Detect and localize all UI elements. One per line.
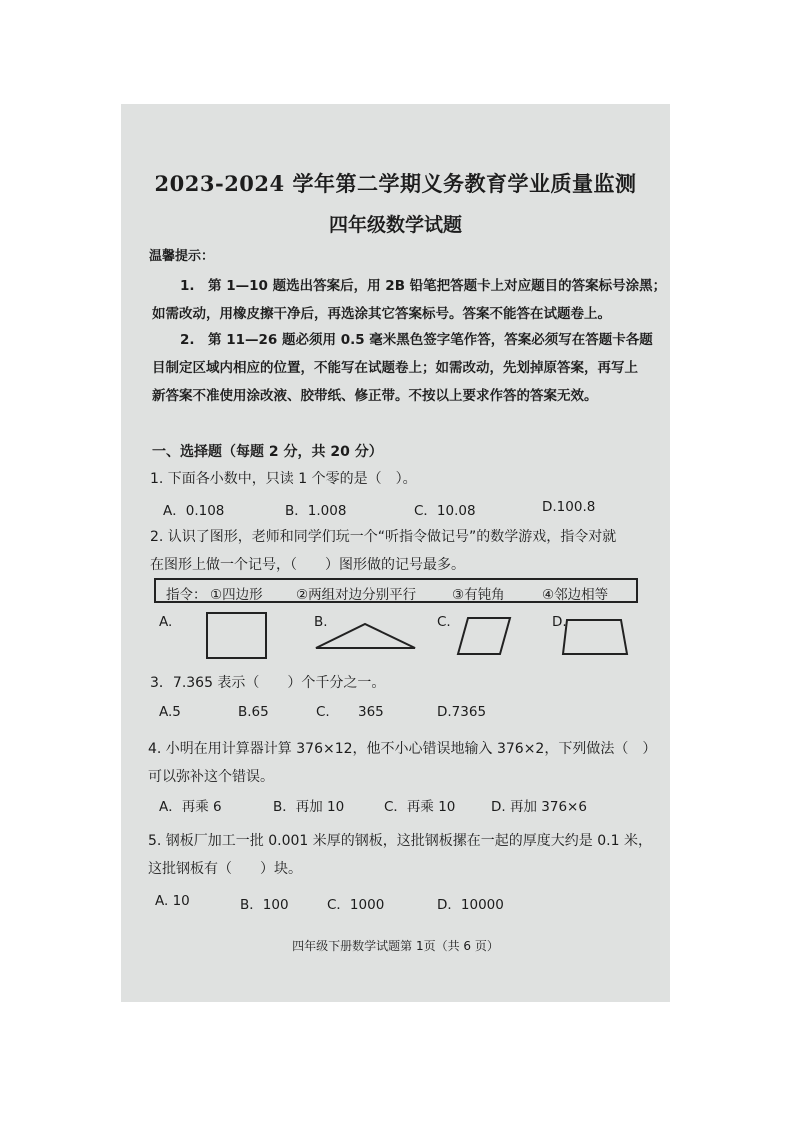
q2-instruction-1: ①四边形 bbox=[210, 587, 263, 603]
q2-figure-label-c: C. bbox=[437, 614, 451, 630]
q4-stem-line-2: 可以弥补这个错误。 bbox=[148, 769, 274, 785]
tip-line-1: 1. 第 1—10 题选出答案后，用 2B 铅笔把答题卡上对应题目的答案标号涂黑； bbox=[180, 278, 667, 294]
q2-instruction-2: ②两组对边分别平行 bbox=[296, 587, 417, 603]
q3-stem: 3．7.365 表示（ ）个千分之一。 bbox=[150, 675, 386, 691]
q2-figure-a-rectangle bbox=[206, 612, 268, 660]
q3-option-d: D.7365 bbox=[437, 704, 487, 720]
q2-instruction-label: 指令： bbox=[166, 587, 207, 603]
q2-stem-line-2: 在图形上做一个记号，（ ）图形做的记号最多。 bbox=[150, 557, 465, 573]
q2-figure-c-parallelogram bbox=[457, 616, 513, 656]
q1-option-b: B．1.008 bbox=[285, 503, 347, 519]
q2-instruction-4: ④邻边相等 bbox=[542, 587, 609, 603]
tip-line-3: 2. 第 11—26 题必须用 0.5 毫米黑色签字笔作答，答案必须写在答题卡各题 bbox=[180, 332, 653, 348]
q2-figure-label-b: B. bbox=[314, 614, 328, 630]
exam-title: 2023-2024 学年第二学期义务教育学业质量监测 bbox=[154, 171, 637, 196]
q4-stem-line-1: 4. 小明在用计算器计算 376×12，他不小心错误地输入 376×2，下列做法（ ） bbox=[148, 741, 657, 757]
q4-option-d: D. 再加 376×6 bbox=[491, 799, 587, 815]
q4-option-b: B．再加 10 bbox=[273, 799, 345, 815]
q2-figure-d-trapezoid bbox=[561, 618, 629, 656]
q3-option-c-value: 365 bbox=[358, 704, 384, 720]
q4-option-c: C．再乘 10 bbox=[384, 799, 456, 815]
q2-instruction-3: ③有钝角 bbox=[452, 587, 505, 603]
q2-instruction-box bbox=[154, 578, 638, 603]
q3-option-a: A.5 bbox=[159, 704, 181, 720]
exam-paper bbox=[121, 104, 670, 1002]
tip-line-4: 目制定区域内相应的位置，不能写在试题卷上；如需改动，先划掉原答案，再写上 bbox=[152, 360, 638, 376]
q5-option-c: C．1000 bbox=[327, 897, 385, 913]
q5-option-d: D．10000 bbox=[437, 897, 504, 913]
q3-option-b: B.65 bbox=[238, 704, 269, 720]
q2-figure-label-d: D. bbox=[552, 614, 567, 630]
q5-stem-line-2: 这批钢板有（ ）块。 bbox=[148, 861, 302, 877]
q2-figure-label-a: A. bbox=[159, 614, 173, 630]
tip-line-5: 新答案不准使用涂改液、胶带纸、修正带。不按以上要求作答的答案无效。 bbox=[152, 388, 598, 404]
tips-heading: 温馨提示： bbox=[149, 249, 215, 264]
q5-stem-line-1: 5. 钢板厂加工一批 0.001 米厚的钢板，这批钢板摞在一起的厚度大约是 0.1 米， bbox=[148, 833, 652, 849]
q2-stem-line-1: 2. 认识了图形，老师和同学们玩一个“听指令做记号”的数学游戏，指令对就 bbox=[150, 529, 617, 545]
q1-option-a: A．0.108 bbox=[163, 503, 225, 519]
page-footer: 四年级下册数学试题第 1页（共 6 页） bbox=[292, 939, 499, 953]
section-1-heading: 一、选择题（每题 2 分，共 20 分） bbox=[152, 444, 383, 460]
q5-option-b: B．100 bbox=[240, 897, 289, 913]
exam-subtitle: 四年级数学试题 bbox=[328, 214, 462, 236]
q2-figure-b-triangle bbox=[315, 622, 417, 650]
q1-stem: 1. 下面各小数中，只读 1 个零的是（ ）。 bbox=[150, 471, 417, 487]
q3-option-c-label: C. bbox=[316, 704, 330, 720]
q5-option-a: A. 10 bbox=[155, 893, 190, 909]
q4-option-a: A．再乘 6 bbox=[159, 799, 222, 815]
q1-option-d: D.100.8 bbox=[542, 499, 596, 515]
tip-line-2: 如需改动，用橡皮擦干净后，再选涂其它答案标号。答案不能答在试题卷上。 bbox=[152, 306, 611, 322]
q1-option-c: C．10.08 bbox=[414, 503, 476, 519]
